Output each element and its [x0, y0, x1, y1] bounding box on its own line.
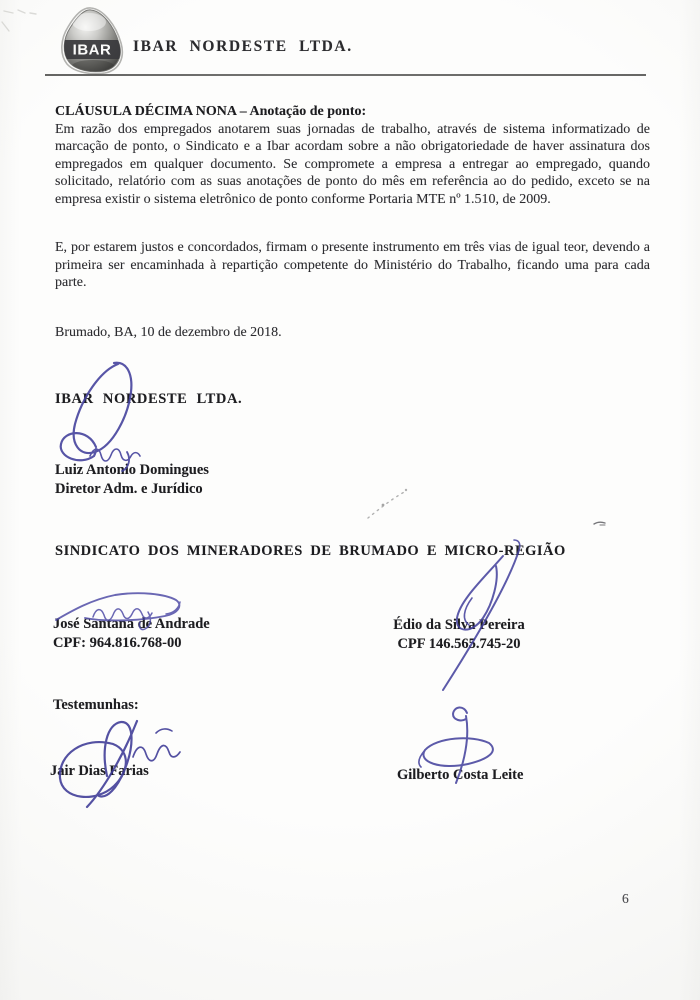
signature-luiz-antonio-domingues — [61, 363, 140, 471]
closing-paragraph: E, por estarem justos e concordados, firmam o presente instrumento em três vias de igual teor, devendo a primeira ser encaminhada à repartição competente do Ministério do Trabalho, ficando uma para cada parte. — [55, 240, 650, 291]
header-rule — [45, 74, 646, 76]
witnesses-heading: Testemunhas: — [53, 697, 139, 713]
signer-name: Luiz Antonio Domingues — [55, 462, 209, 478]
corner-smudge — [2, 10, 36, 31]
signer-name: Édio da Silva Pereira — [393, 617, 525, 633]
company-signature-heading: IBAR NORDESTE LTDA. — [55, 391, 243, 407]
logo-text: IBAR — [72, 41, 112, 59]
witness-name-right: Gilberto Costa Leite — [397, 767, 524, 783]
ibar-logo-icon — [57, 7, 127, 77]
signature-edio-pereira — [443, 540, 520, 690]
header-company-name: IBAR NORDESTE LTDA. — [133, 38, 353, 55]
signer-cpf: CPF: 964.816.768-00 — [53, 635, 182, 651]
signer-title: Diretor Adm. e Jurídico — [55, 480, 203, 497]
signer-name: José Santana de Andrade — [53, 616, 210, 632]
clause-body: Em razão dos empregados anotarem suas jornadas de trabalho, através de sistema informatizado de marcação de ponto, o Sindicato e a Ibar acordam sobre a não obrigatoriedade de haver assinatura dos empregados em qualquer documento. Se compromete a empresa a entregar ao empregado, quando solicitado, relatório com as suas anotações de ponto do mês em referência ao do pedido, exceto se na empresa existir o sistema eletrônico de ponto conforme Portaria MTE nº 1.510, de 2009. — [55, 121, 650, 207]
page-number: 6 — [622, 891, 629, 906]
date-line: Brumado, BA, 10 de dezembro de 2018. — [55, 325, 282, 340]
union-name-heading: SINDICATO DOS MINERADORES DE BRUMADO E MICRO-REGIÃO — [55, 543, 566, 559]
clause-title: CLÁUSULA DÉCIMA NONA – Anotação de ponto: — [55, 104, 367, 119]
signer-cpf: CPF 146.565.745-20 — [397, 636, 521, 652]
company-signer-block — [55, 461, 209, 498]
witness-name-left: Jair Dias Farias — [50, 763, 149, 779]
clause-section — [55, 103, 650, 209]
union-signer-left — [53, 615, 210, 653]
union-signer-right — [388, 616, 530, 654]
scan-speck — [594, 522, 605, 525]
pencil-smudge-mark — [368, 489, 407, 518]
